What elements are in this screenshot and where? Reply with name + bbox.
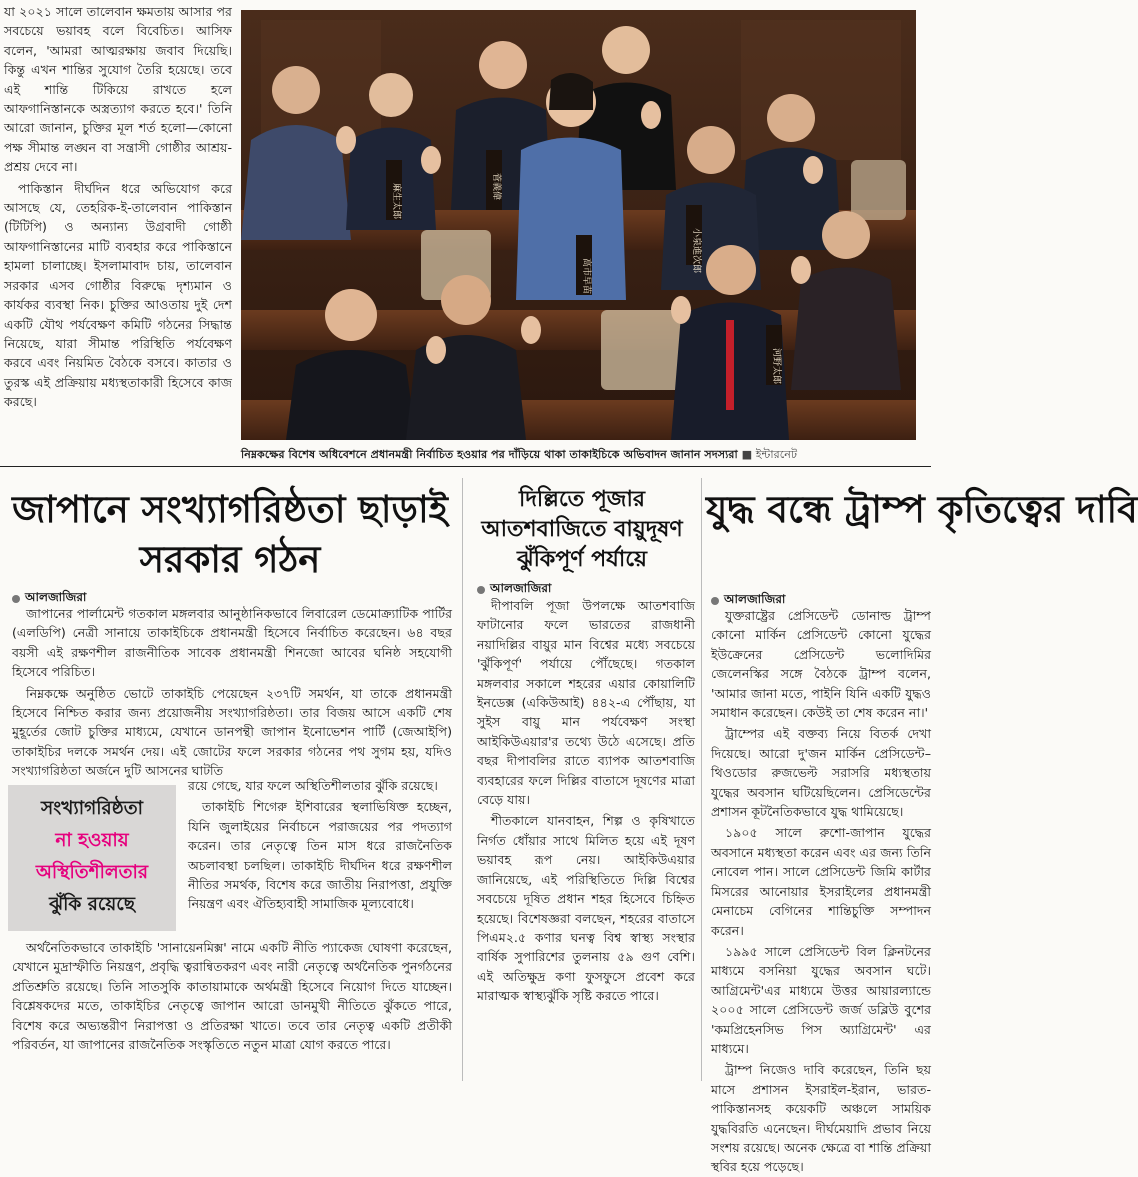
pull-quote-line: না হওয়ায়	[55, 830, 129, 851]
article2-source-label: আলজাজিরা	[490, 581, 552, 595]
top-article-column	[4, 2, 232, 470]
name-plate: 菅義偉	[491, 173, 501, 201]
parliament-photo	[241, 10, 916, 440]
article3-headline: যুদ্ধ বন্ধে ট্রাম্প কৃতিত্বের দাবি	[706, 487, 1138, 531]
column-divider	[462, 478, 463, 1081]
pull-quote-line: ঝুঁকি রয়েছে	[49, 894, 135, 915]
column-divider	[701, 478, 702, 1081]
article1-paragraph: জাপানের পার্লামেন্ট গতকাল মঙ্গলবার আনুষ্ঠানিকভাবে লিবারেল ডেমোক্র্যাটিক পার্টির (এলডিপি) নেত্রী সানায়ে তাকাইচিকে প্রধানমন্ত্রী হিসেবে নির্বাচিত করেছেন। ৬৪ বছর বয়সী এই রক্ষণশীল রাজনীতিক সাবেক প্রধানমন্ত্রী শিনজো আবের ঘনিষ্ঠ সহযোগী হিসেবে পরিচিত।	[12, 606, 452, 680]
photo-caption	[241, 446, 931, 465]
article2-body	[477, 596, 695, 1081]
bullet-icon	[711, 597, 719, 605]
bullet-icon	[477, 586, 485, 594]
article1-paragraph: নিম্নকক্ষে অনুষ্ঠিত ভোটে তাকাইচি পেয়েছেন ২৩৭টি সমর্থন, যা তাকে প্রধানমন্ত্রী হিসেবে নিশ্চিত করার জন্য প্রয়োজনীয় সংখ্যাগরিষ্ঠতা। তার বিজয় আসে একটি শেষ মুহূর্তের জোট চুক্তির মাধ্যমে, যেখানে ডানপন্থী জাপান ইনোভেশন পার্টি (জেআইপি) তাকাইচির দলকে সমর্থন দেয়। এই জোটের ফলে সরকার গঠনের পথ সুগম হয়, যদিও সংখ্যাগরিষ্ঠতা অর্জনে দুটি আসনের ঘাটতি	[12, 685, 452, 779]
photo-credit: ■ ইন্টারনেট	[741, 448, 798, 461]
article1-paragraph: রয়ে গেছে, যার ফলে অস্থিতিশীলতার ঝুঁকি রয়েছে।	[188, 778, 438, 793]
article3-paragraph: ১৯৯৫ সালে প্রেসিডেন্ট বিল ক্লিনটনের মাধ্যমে বসনিয়া যুদ্ধের অবসান ঘটে। আগ্রিমেন্ট'এর মাধ্যমে উত্তর আয়ারল্যান্ডে ২০০৫ সালে প্রেসিডেন্ট জর্জ ডব্লিউ বুশের 'কমপ্রিহেনসিভ পিস অ্যাগ্রিমেন্ট' এর মাধ্যমে।	[711, 943, 931, 1056]
article1-lead	[12, 604, 452, 783]
article3-paragraph: যুক্তরাষ্ট্রের প্রেসিডেন্ট ডোনাল্ড ট্রাম্প কোনো মার্কিন প্রেসিডেন্ট কোনো যুদ্ধের ইউক্রেনের প্রেসিডেন্ট ভলোদিমির জেলেনস্কির সঙ্গে বৈঠকে ট্রাম্প বলেন, 'আমার জানা মতে, পাইনি যিনি একটি যুদ্ধও সমাধান করেছেন। কেউই তা শেষ করেন না।'	[711, 608, 931, 721]
caption-text: নিম্নকক্ষের বিশেষ অধিবেশনে প্রধানমন্ত্রী নির্বাচিত হওয়ার পর দাঁড়িয়ে থাকা তাকাইচিকে অভিবাদন জানান সদস্যরা	[241, 448, 738, 461]
article1-tail	[12, 938, 452, 1056]
pull-quote-line: অস্থিতিশীলতার	[35, 862, 149, 883]
article3-paragraph: ট্রাম্পের এই বক্তব্য নিয়ে বিতর্ক দেখা দিয়েছে। আরো দু'জন মার্কিন প্রেসিডেন্ট– থিওডোর রুজভেল্ট সরাসরি মধ্যস্থতায় যুদ্ধের অবসান ঘটিয়েছিলেন। প্রেসিডেন্টের প্রশাসন কূটনৈতিকভাবে যুদ্ধ থামিয়েছে।	[711, 726, 931, 820]
name-plate: 河野太郎	[771, 348, 781, 385]
section-divider	[0, 466, 931, 467]
article1-side-column	[188, 776, 452, 916]
top-article-paragraph: যা ২০২১ সালে তালেবান ক্ষমতায় আসার পর সবচেয়ে ভয়াবহ বলে বিবেচিত। আসিফ বলেন, 'আমরা আত্মরক্ষায় জবাব দিয়েছি। কিন্তু এখন শান্তির সুযোগ তৈরি হয়েছে। তবে এই শান্তি টিকিয়ে রাখতে হলে আফগানিস্তানকে অস্ত্রত্যাগ করতে হবে।' তিনি আরো জানান, চুক্তির মূল শর্ত হলো—কোনো পক্ষ সীমান্ত লঙ্ঘন বা সন্ত্রাসী গোষ্ঠীর আশ্রয়-প্রশ্রয় দেবে না।	[4, 4, 232, 175]
article3-paragraph: ট্রাম্প নিজেও দাবি করেছেন, তিনি ছয় মাসে প্রশাসন ইসরাইল-ইরান, ভারত-পাকিস্তানসহ কয়েকটি অঞ্চলে সাময়িক যুদ্ধবিরতি এনেছেন। দীর্ঘমেয়াদি প্রভাব নিয়ে সংশয় রয়েছে। অনেক ক্ষেত্রে বা শান্তি প্রক্রিয়া স্থবির হয়ে পড়েছে।	[711, 1062, 931, 1175]
article3-source-label: আলজাজিরা	[724, 592, 786, 606]
bullet-icon	[12, 595, 20, 603]
article3-paragraph: ১৯০৫ সালে রুশো-জাপান যুদ্ধের অবসানে মধ্যস্থতা করেন এবং এর জন্য তিনি নোবেল পান। সালে প্রেসিডেন্ট জিমি কার্টার মিসরের আনোয়ার ইসরাইলের প্রধানমন্ত্রী মেনাচেম বেগিনের শান্তিচুক্তি সম্পাদন করেন।	[711, 825, 931, 938]
pull-quote-line: সংখ্যাগরিষ্ঠতা	[41, 798, 143, 819]
name-plate: 麻生太郎	[391, 183, 401, 220]
pull-quote-box	[8, 785, 176, 931]
name-plate: 高市早苗	[581, 258, 591, 295]
article1-source-label: আলজাজিরা	[25, 590, 87, 604]
article1-headline: জাপানে সংখ্যাগরিষ্ঠতা ছাড়াই সরকার গঠন	[12, 487, 448, 581]
article2-paragraph: শীতকালে যানবাহন, শিল্প ও কৃষিখাতে নির্গত ধোঁয়ার সাথে মিলিত হয়ে এই দূষণ ভয়াবহ রূপ নেয়। আইকিউএয়ার জানিয়েছে, এই পরিস্থিতিতে দিল্লি বিশ্বের সবচেয়ে দূষিত প্রধান শহর হিসেবে চিহ্নিত হয়েছে। বিশেষজ্ঞরা বলছেন, শহরের বাতাসে পিএম২.৫ কণার ঘনত্ব বিশ্ব স্বাস্থ্য সংস্থার বার্ষিক সুপারিশের তুলনায় ৫৯ গুণ বেশি। এই অতিক্ষুদ্র কণা ফুসফুসে প্রবেশ করে মারাত্মক স্বাস্থ্যঝুঁকি সৃষ্টি করতে পারে।	[477, 813, 695, 1004]
article3-body	[711, 606, 931, 1175]
article2-headline: দিল্লিতে পূজার আতশবাজিতে বায়ুদূষণ ঝুঁকিপূর্ণ পর্যায়ে	[481, 486, 683, 572]
name-plate: 小泉進次郎	[691, 228, 701, 274]
article1-paragraph: অর্থনৈতিকভাবে তাকাইচি 'সানায়েনমিক্স' নামে একটি নীতি প্যাকেজ ঘোষণা করেছেন, যেখানে মুদ্রাস্ফীতি নিয়ন্ত্রণ, প্রবৃদ্ধি ত্বরান্বিতকরণ এবং নারী নেতৃত্বে অর্থনৈতিক পুনর্গঠনের প্রতিশ্রুতি রয়েছে। তিনি সাতসুকি কাতায়ামাকে অর্থমন্ত্রী হিসেবে নিয়োগ দিতে যাচ্ছেন। বিশ্লেষকদের মতে, তাকাইচির নেতৃত্বে জাপান আরো ডানমুখী নীতিতে ঝুঁকতে পারে, বিশেষ করে অভ্যন্তরীণ নিরাপত্তা ও প্রতিরক্ষা খাতে। তবে তার নেতৃত্ব একটি প্রতীকী পরিবর্তন, যা জাপানের রাজনৈতিক সংস্কৃতিতে নতুন মাত্রা যোগ করতে পারে।	[12, 940, 452, 1053]
article2-paragraph: দীপাবলি পূজা উপলক্ষে আতশবাজি ফাটানোর ফলে ভারতের রাজধানী নয়াদিল্লির বায়ুর মান বিশ্বের মধ্যে সবচেয়ে 'ঝুঁকিপূর্ণ' পর্যায়ে পৌঁছেছে। গতকাল মঙ্গলবার সকালে শহরের এয়ার কোয়ালিটি ইনডেক্স (একিউআই) ৪৪২-এ পৌঁছায়, যা সুইস বায়ু মান পর্যবেক্ষণ সংস্থা আইকিউএয়ার'র তথ্যে উঠে এসেছে। প্রতি বছর দীপাবলির রাতে ব্যাপক আতশবাজি ব্যবহারের ফলে দিল্লির বাতাসে দূষণের মাত্রা বেড়ে যায়।	[477, 598, 695, 808]
article1-paragraph: তাকাইচি শিগেরু ইশিবারের স্থলাভিষিক্ত হচ্ছেন, যিনি জুলাইয়ের নির্বাচনে পরাজয়ের পর পদত্যাগ করেন। তার নেতৃত্বে তিন মাস ধরে রাজনৈতিক অচলাবস্থা চলছিল। তাকাইচি দীর্ঘদিন ধরে রক্ষণশীল নীতির সমর্থক, বিশেষ করে জাতীয় নিরাপত্তা, প্রযুক্তি নিয়ন্ত্রণ এবং ঐতিহ্যবাহী সামাজিক মূল্যবোধে।	[188, 799, 452, 912]
top-article-paragraph: পাকিস্তান দীর্ঘদিন ধরে অভিযোগ করে আসছে যে, তেহরিক-ই-তালেবান পাকিস্তান (টিটিপি) ও অন্যান্য উগ্রবাদী গোষ্ঠী আফগানিস্তানের মাটি ব্যবহার করে পাকিস্তানে হামলা চালাচ্ছে। ইসলামাবাদ চায়, তালেবান সরকার এসব গোষ্ঠীর বিরুদ্ধে দৃশ্যমান ও কার্যকর ব্যবস্থা নিক। চুক্তির আওতায় দুই দেশ একটি যৌথ পর্যবেক্ষণ কমিটি গঠনের সিদ্ধান্ত নিয়েছে, যারা সীমান্ত পরিস্থিতি পর্যবেক্ষণ করবে এবং নিয়মিত বৈঠকে বসবে। কাতার ও তুরস্ক এই প্রক্রিয়ায় মধ্যস্থতাকারী হিসেবে কাজ করছে।	[4, 180, 232, 410]
